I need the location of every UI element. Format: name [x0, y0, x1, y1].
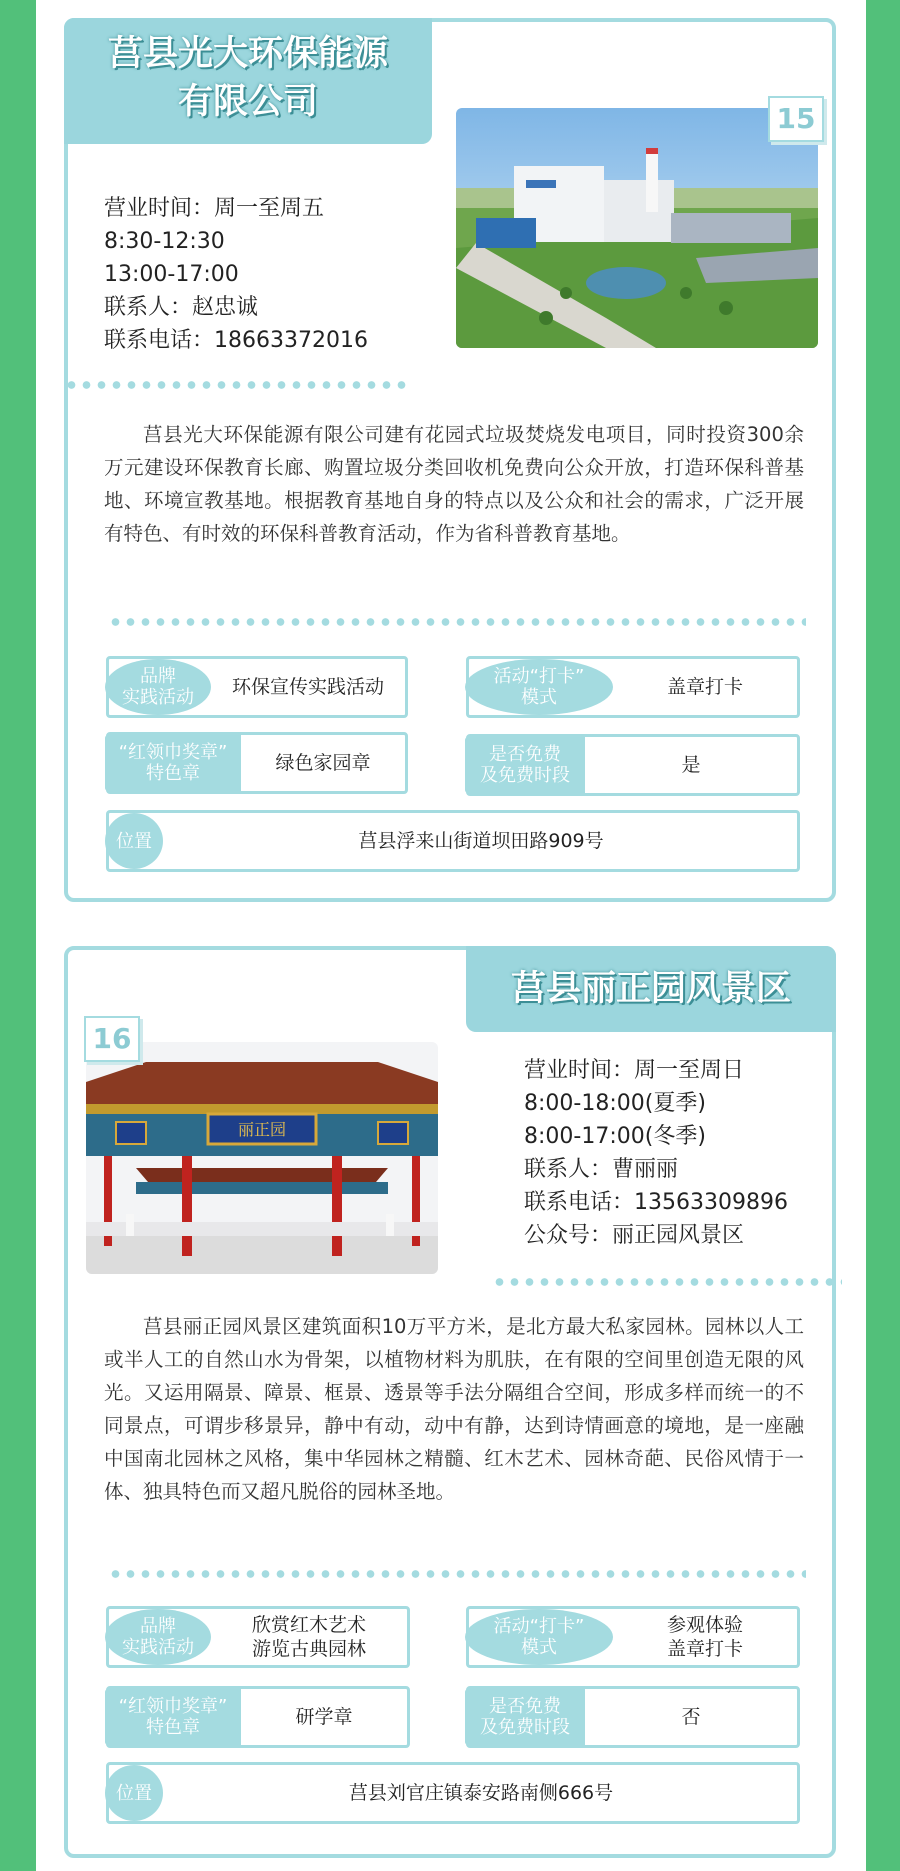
facility-info — [524, 1054, 788, 1252]
location-label: 位置 — [105, 813, 163, 869]
badge-label — [105, 735, 241, 791]
free-label-line1: 是否免费 — [489, 1696, 561, 1717]
brand-activity-field — [106, 1606, 410, 1668]
checkin-mode-value: 盖章打卡 — [666, 676, 743, 698]
free-label-line2: 及免费时段 — [480, 1717, 570, 1738]
free-label-line1: 是否免费 — [489, 744, 561, 765]
free-label-line2: 及免费时段 — [480, 765, 570, 786]
free-period-value: 否 — [681, 1706, 701, 1728]
time-slot-summer: 8:00-18:00(夏季) — [524, 1091, 706, 1116]
badge-label-line1: “红领巾奖章” — [118, 742, 228, 763]
business-hours: 营业时间：周一至周日 — [524, 1058, 745, 1083]
power-plant-photo — [456, 108, 818, 348]
time-slot-1: 8:30-12:30 — [104, 229, 225, 254]
checkin-mode-field — [466, 656, 800, 718]
badge-label-line2: 特色章 — [146, 1717, 200, 1738]
badge-field — [106, 732, 408, 794]
dotted-divider — [64, 381, 409, 389]
dotted-divider — [108, 618, 806, 626]
contact-phone: 联系电话：13563309896 — [524, 1190, 788, 1215]
business-hours: 营业时间：周一至周五 — [104, 196, 325, 221]
facility-info — [104, 192, 368, 357]
checkin-label-line1: 活动“打卡” — [493, 1616, 585, 1637]
facility-card-16 — [64, 946, 836, 1858]
checkin-value-line2: 盖章打卡 — [666, 1638, 743, 1660]
brand-label-line1: 品牌 — [140, 666, 176, 687]
brand-activity-label — [105, 1609, 211, 1665]
facility-description: 莒县丽正园风景区建筑面积10万平方米，是北方最大私家园林。园林以人工或半人工的自然山水为骨架，以植物材料为肌肤，在有限的空间里创造无限的风光。又运用隔景、障景、框景、透景等手法分隔组合空间，形成多样而统一的不同景点，可谓步移景异，静中有动，动中有静，达到诗情画意的境地，是一座融中国南北园林之风格，集中华园林之精髓、红木艺术、园林奇葩、民俗风情于一体、独具特色而又超凡脱俗的园林圣地。 — [104, 1315, 804, 1503]
badge-value: 绿色家园章 — [275, 752, 371, 774]
brand-activity-value: 环保宣传实践活动 — [231, 676, 384, 698]
time-slot-2: 13:00-17:00 — [104, 262, 239, 287]
brand-activity-field — [106, 656, 408, 718]
checkin-mode-label — [465, 659, 613, 715]
contact-phone: 联系电话：18663372016 — [104, 328, 368, 353]
checkin-label-line1: 活动“打卡” — [493, 666, 585, 687]
entry-number-badge: 15 — [768, 96, 824, 142]
brand-value-line2: 游览古典园林 — [251, 1638, 366, 1660]
brand-activity-value — [211, 1609, 407, 1665]
badge-label-line1: “红领巾奖章” — [118, 1696, 228, 1717]
free-period-label — [465, 1689, 585, 1745]
contact-person: 联系人：赵忠诚 — [104, 295, 259, 320]
checkin-mode-label — [465, 1609, 613, 1665]
gate-plaque-text: 丽正园 — [237, 1120, 287, 1139]
badge-label-line2: 特色章 — [146, 763, 200, 784]
badge-field — [106, 1686, 410, 1748]
location-label: 位置 — [105, 1765, 163, 1821]
facility-card-15 — [64, 18, 836, 902]
free-period-label — [465, 737, 585, 793]
checkin-mode-value — [613, 1609, 797, 1665]
garden-gate-photo — [86, 1042, 438, 1274]
checkin-value-line1: 参观体验 — [666, 1614, 743, 1636]
facility-title-banner: 莒县丽正园风景区 — [466, 946, 836, 1032]
location-field — [106, 810, 800, 872]
free-period-value: 是 — [681, 754, 701, 776]
checkin-label-line2: 模式 — [521, 687, 557, 708]
checkin-label-line2: 模式 — [521, 1637, 557, 1658]
facility-title-banner — [64, 18, 432, 144]
brand-value-line1: 欣赏红木艺术 — [251, 1614, 366, 1636]
time-slot-winter: 8:00-17:00(冬季) — [524, 1124, 706, 1149]
brand-activity-label — [105, 659, 211, 715]
badge-label — [105, 1689, 241, 1745]
brand-label-line1: 品牌 — [140, 1616, 176, 1637]
official-account: 公众号：丽正园风景区 — [524, 1223, 745, 1248]
facility-title-line2: 有限公司 — [177, 81, 318, 122]
dotted-divider — [108, 1570, 806, 1578]
dotted-divider — [492, 1278, 842, 1286]
badge-value: 研学章 — [295, 1706, 353, 1728]
brand-label-line2: 实践活动 — [122, 687, 194, 708]
facility-title-line1: 莒县光大环保能源 — [107, 33, 388, 74]
location-value: 莒县刘官庄镇泰安路南侧666号 — [348, 1782, 614, 1804]
entry-number-badge: 16 — [84, 1016, 140, 1062]
facility-description: 莒县光大环保能源有限公司建有花园式垃圾焚烧发电项目，同时投资300余万元建设环保教育长廊、购置垃圾分类回收机免费向公众开放，打造环保科普基地、环境宣教基地。根据教育基地自身的特点以及公众和社会的需求，广泛开展有特色、有时效的环保科普教育活动，作为省科普教育基地。 — [104, 423, 804, 545]
contact-person: 联系人：曹丽丽 — [524, 1157, 679, 1182]
location-value: 莒县浮来山街道坝田路909号 — [358, 830, 604, 852]
free-period-field — [466, 1686, 800, 1748]
location-field — [106, 1762, 800, 1824]
free-period-field — [466, 734, 800, 796]
brand-label-line2: 实践活动 — [122, 1637, 194, 1658]
checkin-mode-field — [466, 1606, 800, 1668]
